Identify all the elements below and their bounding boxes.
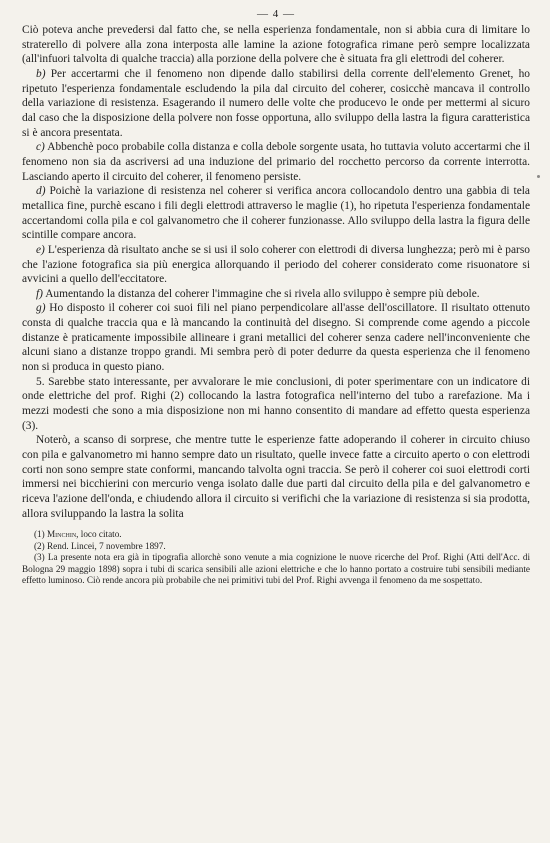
footnote-author: Minchin, <box>47 529 79 540</box>
footnote-text: Rend. Lincei, 7 novembre 1897. <box>47 540 166 551</box>
footnote <box>22 529 530 540</box>
paragraph <box>22 287 530 302</box>
ink-speck <box>537 175 540 178</box>
item-marker: g) <box>36 302 46 315</box>
paragraph-text: Aumentando la distanza del coherer l'immagine che si rivela allo sviluppo è sempre più debole. <box>45 287 480 300</box>
paragraph-text: Poichè la variazione di resistenza nel coherer si verifica ancora collocandolo dentro una gabbia di tela metallica fine, purchè escano i fili degli elettrodi attraverso le maglie (1), ho ripetuta l'esperienza fondamentale accertandomi colla pila e col galvanometro che il coherer funzionasse. Allo sviluppo della lastra la figura delle scintille compare ancora. <box>22 185 530 242</box>
paragraph-text: Noterò, a scanso di sorprese, che mentre tutte le esperienze fatte adoperando il coherer in circuito chiuso con pila e galvanometro mi hanno sempre dato un risultato, quelle invece fatte a circuito aperto o con elettrodi corti non sono sempre state conformi, mancando talvolta ogni traccia. Se però il coherer coi suoi elettrodi corti immersi nei bicchierini con mercurio venga isolato dalle due parti dal circuito della pila e del galvanometro e riceva l'azione dell'onda, e chiudendo allora il circuito si verifichi che la variazione di resistenza si sia prodotta, allora sviluppando la lastra la solita <box>22 434 530 520</box>
paragraph-text: Ho disposto il coherer coi suoi fili nel piano perpendicolare all'asse dell'oscillatore. Il risultato ottenuto consta di qualche traccia qua e là mancando la continuità del disegno. Si comprende come agendo a piccole distanze è praticamente impossibile allineare i grani metallici del coherer senza cadere nell'inconveniente che alcuni siano a distanze troppo grandi. Mi sembra però di poter dedurre da questa esperienza che il fenomeno non si produca in questo piano. <box>22 302 530 374</box>
item-marker: c) <box>36 141 45 154</box>
footnote-marker: (3) <box>34 552 45 563</box>
item-marker: f) <box>36 287 43 300</box>
footnote <box>22 552 530 586</box>
footnote-marker: (2) <box>34 540 45 551</box>
paragraph-text: Ciò poteva anche prevedersi dal fatto che, se nella esperienza fondamentale, non si abbia cura di limitare lo straterello di polvere alla zona interposta alle lamine la azione fotografica rimane però sempre localizzata (all'infuori talvolta di qualche traccia) alla porzione della polvere che è situata fra gli elettrodi del coherer. <box>22 24 530 66</box>
paragraph-text: Abbenchè poco probabile colla distanza e colla debole sorgente usata, ho tuttavia voluto accertarmi che il fenomeno non sia da ascriversi ad una induzione del primario del rocchetto percorso da corrente interrotta. Lasciando aperto il circuito del coherer, il fenomeno persiste. <box>22 141 531 183</box>
body-text <box>22 23 530 521</box>
item-marker: d) <box>36 185 46 198</box>
item-marker: b) <box>36 67 46 80</box>
page-number: — 4 — <box>257 8 295 20</box>
paragraph <box>22 243 530 287</box>
paragraph-text: 5. Sarebbe stato interessante, per avvalorare le mie conclusioni, di poter sperimentare con un indicatore di onde elettriche del prof. Righi (2) collocando la lastra fotografica nell'interno del tubo a rarefazione. Ma i mezzi modesti che sono a mia disposizione non mi hanno consentito di mandare ad effetto questa esperienza (3). <box>22 375 530 432</box>
footnotes <box>22 529 530 586</box>
paragraph <box>22 184 530 243</box>
paragraph <box>22 140 530 184</box>
footnote <box>22 541 530 552</box>
paragraph <box>22 301 530 374</box>
footnote-text: La presente nota era già in tipografia allorchè sono venute a mia cognizione le nuove ricerche del Prof. Righi (Atti dell'Acc. di Bologna 29 maggio 1898) sopra i tubi di scarica sensibili alle azioni elettriche e che lo hanno portato a costruire tubi sensibili mediante effetto luminoso. Ciò rende ancora più probabile che nei primitivi tubi del Prof. Righi avvenga il fenomeno da me sospettato. <box>22 552 531 585</box>
paragraph <box>22 433 530 521</box>
paragraph-text: L'esperienza dà risultato anche se si usi il solo coherer con elettrodi di diversa lunghezza; però mi è parso che l'azione fotografica sia più energica allorquando il periodo del coherer considerato come risuonatore si avvicini a quello dell'eccitatore. <box>22 243 530 286</box>
paragraph <box>22 23 530 67</box>
paragraph <box>22 67 530 140</box>
footnote-text: loco citato. <box>80 529 122 540</box>
item-marker: e) <box>36 243 45 256</box>
paragraph <box>22 375 530 434</box>
paragraph-text: Per accertarmi che il fenomeno non dipende dallo stabilirsi della corrente dell'elemento Grenet, ho ripetuto l'esperienza fondamentale escludendo la pila dal circuito del coherer, cosicchè mancava il controllo della variazione di resistenza. Esagerando il numero delle volte che producevo le onde per mettermi al sicuro dal caso che la disposizione della polvere non fosse opportuna, allo sviluppo della lastra la figura caratteristica si è ancora presentata. <box>22 67 530 139</box>
footnote-marker: (1) <box>34 529 45 540</box>
